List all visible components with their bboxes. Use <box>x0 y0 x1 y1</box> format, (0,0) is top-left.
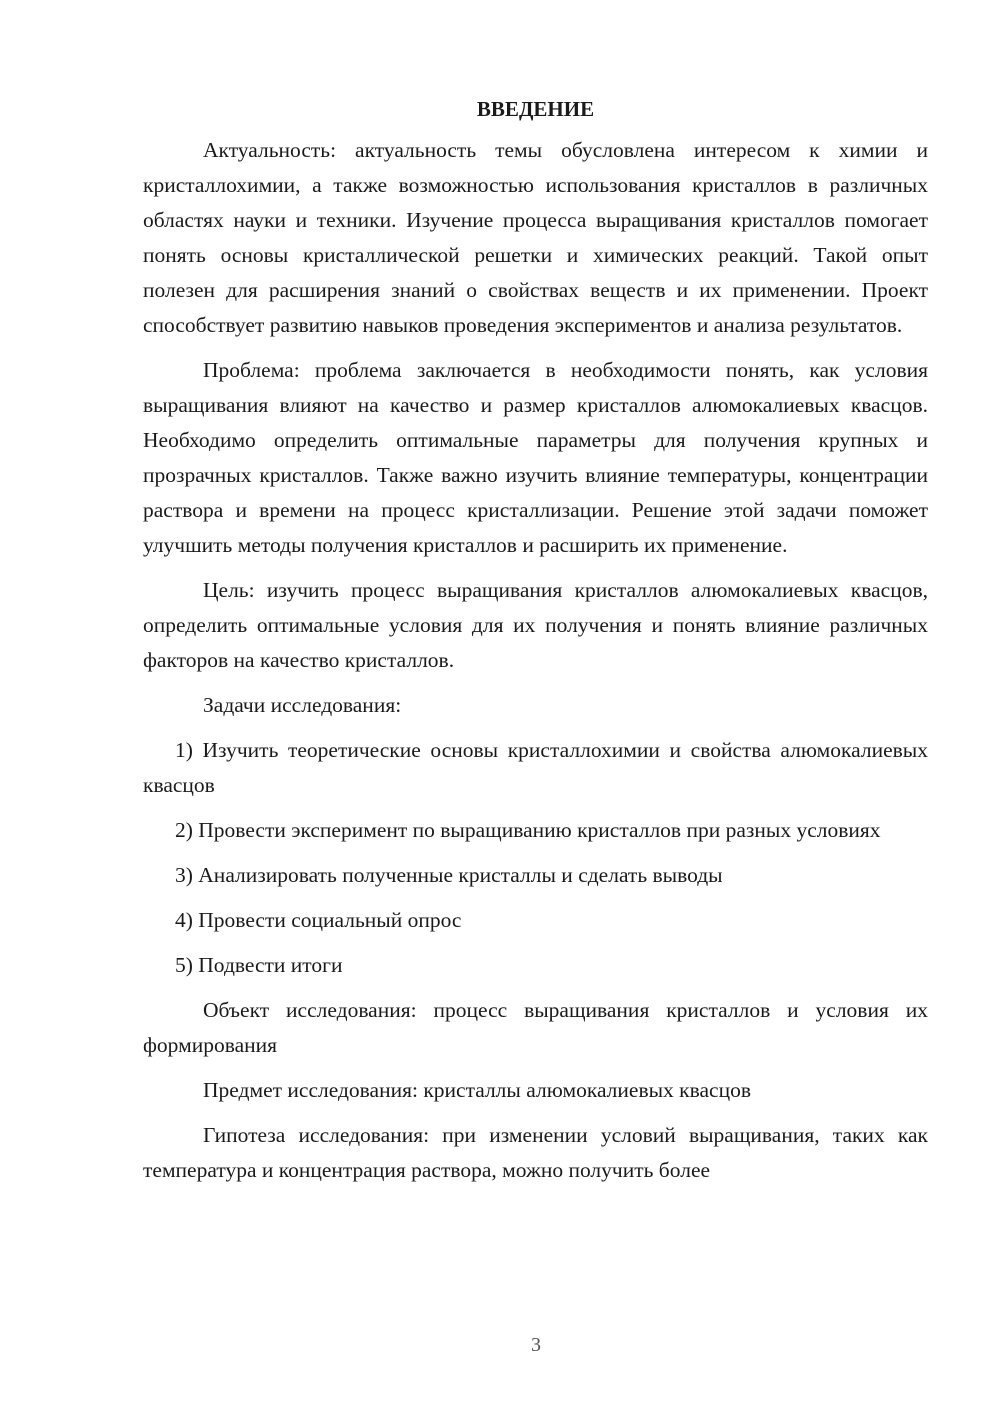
task-item-4: 4) Провести социальный опрос <box>175 908 462 932</box>
goal-paragraph: Цель: изучить процесс выращивания кристаллов алюмокалиевых квасцов, определить оптимальные условия для их получения и понять влияние различных факторов на качество кристаллов. <box>143 578 928 672</box>
object-paragraph: Объект исследования: процесс выращивания кристаллов и условия их формирования <box>143 998 928 1057</box>
page-number: 3 <box>531 1334 541 1356</box>
hypothesis-paragraph: Гипотеза исследования: при изменении условий выращивания, таких как температура и концентрация раствора, можно получить более <box>143 1123 928 1182</box>
relevance-paragraph: Актуальность: актуальность темы обусловлена интересом к химии и кристаллохимии, а также возможностью использования кристаллов в различных областях науки и техники. Изучение процесса выращивания кристаллов помогает понять основы кристаллической решетки и химических реакций. Такой опыт полезен для расширения знаний о свойствах веществ и их применении. Проект способствует развитию навыков проведения экспериментов и анализа результатов. <box>143 138 928 337</box>
problem-paragraph: Проблема: проблема заключается в необходимости понять, как условия выращивания влияют на качество и размер кристаллов алюмокалиевых квасцов. Необходимо определить оптимальные параметры для получения крупных и прозрачных кристаллов. Также важно изучить влияние температуры, концентрации раствора и времени на процесс кристаллизации. Решение этой задачи поможет улучшить методы получения кристаллов и расширить их применение. <box>143 358 928 557</box>
document-page <box>143 92 928 1198</box>
subject-paragraph: Предмет исследования: кристаллы алюмокалиевых квасцов <box>203 1078 751 1102</box>
tasks-heading: Задачи исследования: <box>203 693 402 717</box>
page-title: ВВЕДЕНИЕ <box>476 97 595 121</box>
task-item-2: 2) Провести эксперимент по выращиванию кристаллов при разных условиях <box>175 818 881 842</box>
task-item-3: 3) Анализировать полученные кристаллы и сделать выводы <box>175 863 723 887</box>
task-item-5: 5) Подвести итоги <box>175 953 343 977</box>
task-item-1: 1) Изучить теоретические основы кристаллохимии и свойства алюмокалиевых квасцов <box>143 738 928 797</box>
